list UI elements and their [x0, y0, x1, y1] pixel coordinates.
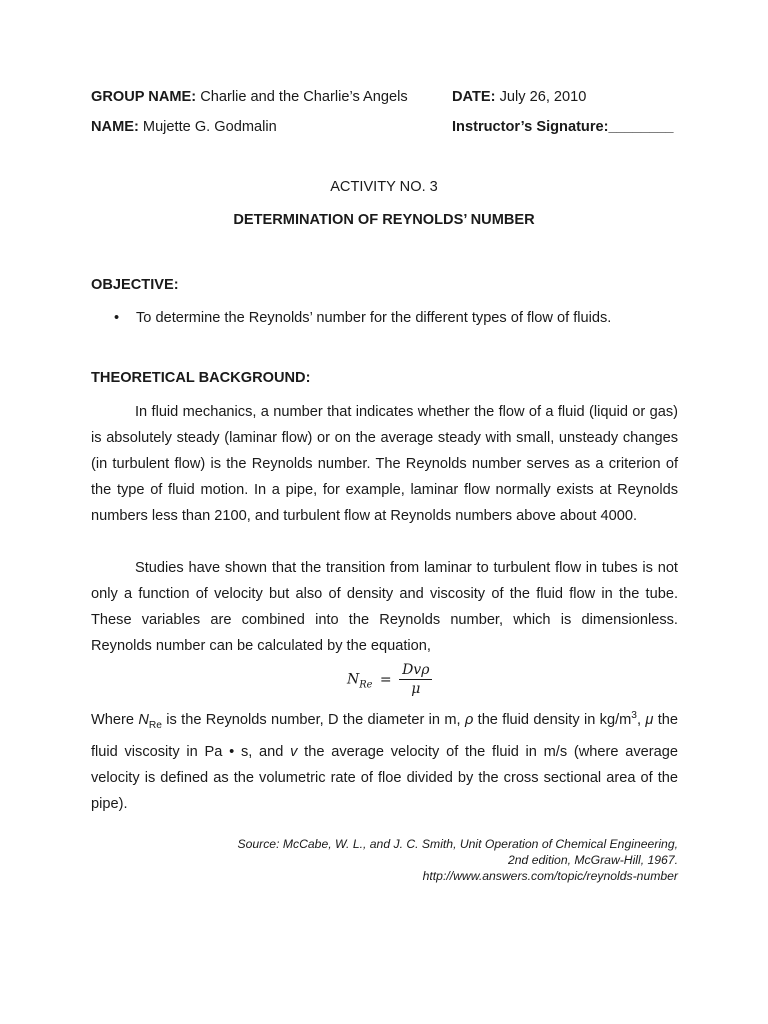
where-n-subscript: Re — [148, 719, 162, 731]
where-n-symbol: N — [138, 711, 149, 728]
background-heading: THEORETICAL BACKGROUND: — [91, 370, 311, 386]
where-rho-symbol: ρ — [464, 711, 474, 728]
group-name-label: GROUP NAME: — [91, 89, 197, 105]
group-name-value: Charlie and the Charlie’s Angels — [200, 89, 408, 105]
name-field — [91, 119, 277, 135]
where-mu-symbol: μ — [645, 711, 654, 728]
equation-equals: = — [379, 671, 392, 688]
bullet-icon: • — [114, 310, 120, 326]
objective-bullet-text: To determine the Reynolds’ number for the different types of flow of fluids. — [136, 310, 612, 326]
where-paragraph — [91, 703, 678, 817]
date-field — [452, 89, 586, 105]
equation-numerator: Dvρ — [399, 662, 432, 680]
date-label: DATE: — [452, 89, 496, 105]
signature-label: Instructor’s Signature: — [452, 119, 609, 135]
signature-field — [452, 119, 673, 135]
source-citation — [158, 836, 678, 884]
where-text-1: Where — [91, 711, 139, 728]
group-name-field — [91, 89, 408, 105]
activity-title: DETERMINATION OF REYNOLDS’ NUMBER — [233, 212, 535, 228]
background-paragraph-2: Studies have shown that the transition from laminar to turbulent flow in tubes is not only a function of velocity but also of density and viscosity of the fluid flow in the tube. These variables are combined into the Reynolds number, which is dimensionless. Reynolds number can be calculated by the equation, — [91, 560, 678, 654]
equation-fraction — [399, 662, 432, 697]
equation-lhs: N — [347, 671, 360, 688]
where-text-3: the fluid density in kg/m — [473, 711, 632, 728]
background-paragraph-1: In fluid mechanics, a number that indicates whether the flow of a fluid (liquid or gas) is absolutely steady (laminar flow) or on the average steady with small, unsteady changes (in turbulent flow) is the Reynolds number. The Reynolds number serves as a criterion of the type of fluid motion. In a pipe, for example, laminar flow normally exists at Reynolds numbers less than 2100, and turbulent flow at Reynolds numbers above about 4000. — [91, 404, 678, 524]
name-value: Mujette G. Godmalin — [142, 119, 277, 135]
where-text-5: the fluid viscosity in Pa • s, and — [91, 711, 679, 760]
objective-heading: OBJECTIVE: — [91, 277, 179, 293]
date-value: July 26, 2010 — [499, 89, 587, 105]
equation-lhs-subscript: Re — [359, 679, 373, 691]
where-cube-superscript: 3 — [631, 710, 637, 721]
where-text-4: , — [636, 711, 646, 728]
equation-denominator: μ — [411, 681, 421, 697]
source-line-2: 2nd edition, McGraw-Hill, 1967. — [507, 853, 678, 867]
reynolds-equation — [347, 662, 432, 697]
where-v-symbol: v — [290, 743, 298, 760]
activity-number: ACTIVITY NO. 3 — [330, 179, 438, 195]
signature-blank: ________ — [608, 119, 674, 135]
where-text-2: is the Reynolds number, D the diameter in m, — [161, 711, 465, 728]
name-label: NAME: — [91, 119, 139, 135]
where-text-6: the average velocity of the fluid in m/s (where average velocity is defined as the volumetric rate of floe divided by the cross sectional area of the pipe). — [91, 743, 678, 812]
source-url: http://www.answers.com/topic/reynolds-number — [422, 869, 678, 883]
source-line-1: Source: McCabe, W. L., and J. C. Smith, Unit Operation of Chemical Engineering, — [237, 837, 678, 851]
